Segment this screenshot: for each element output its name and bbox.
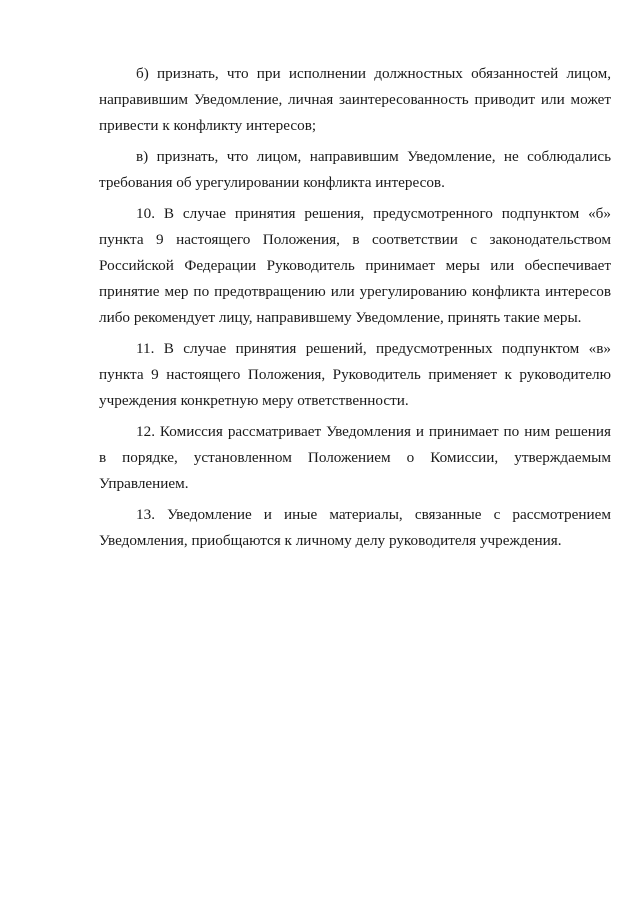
paragraph-12: 12. Комиссия рассматривает Уведомления и принимает по ним решения в порядке, установленном Положением о Комиссии, утверждаемым Управлением. [99, 423, 611, 492]
document-body [99, 61, 611, 559]
paragraph-13: 13. Уведомление и иные материалы, связанные с рассмотрением Уведомления, приобщаются к личному делу руководителя учреждения. [99, 506, 611, 549]
paragraph-10: 10. В случае принятия решения, предусмотренного подпунктом «б» пункта 9 настоящего Положения, в соответствии с законодательством Российской Федерации Руководитель принимает меры или обеспечивает принятие мер по предотвращению или урегулированию конфликта интересов либо рекомендует лицу, направившему Уведомление, принять такие меры. [99, 205, 611, 326]
paragraph-11: 11. В случае принятия решений, предусмотренных подпунктом «в» пункта 9 настоящего Положения, Руководитель применяет к руководителю учреждения конкретную меру ответственности. [99, 340, 611, 409]
paragraph-item-v: в) признать, что лицом, направившим Уведомление, не соблюдались требования об урегулировании конфликта интересов. [99, 148, 611, 191]
paragraph-item-b: б) признать, что при исполнении должностных обязанностей лицом, направившим Уведомление, личная заинтересованность приводит или может привести к конфликту интересов; [99, 65, 611, 134]
